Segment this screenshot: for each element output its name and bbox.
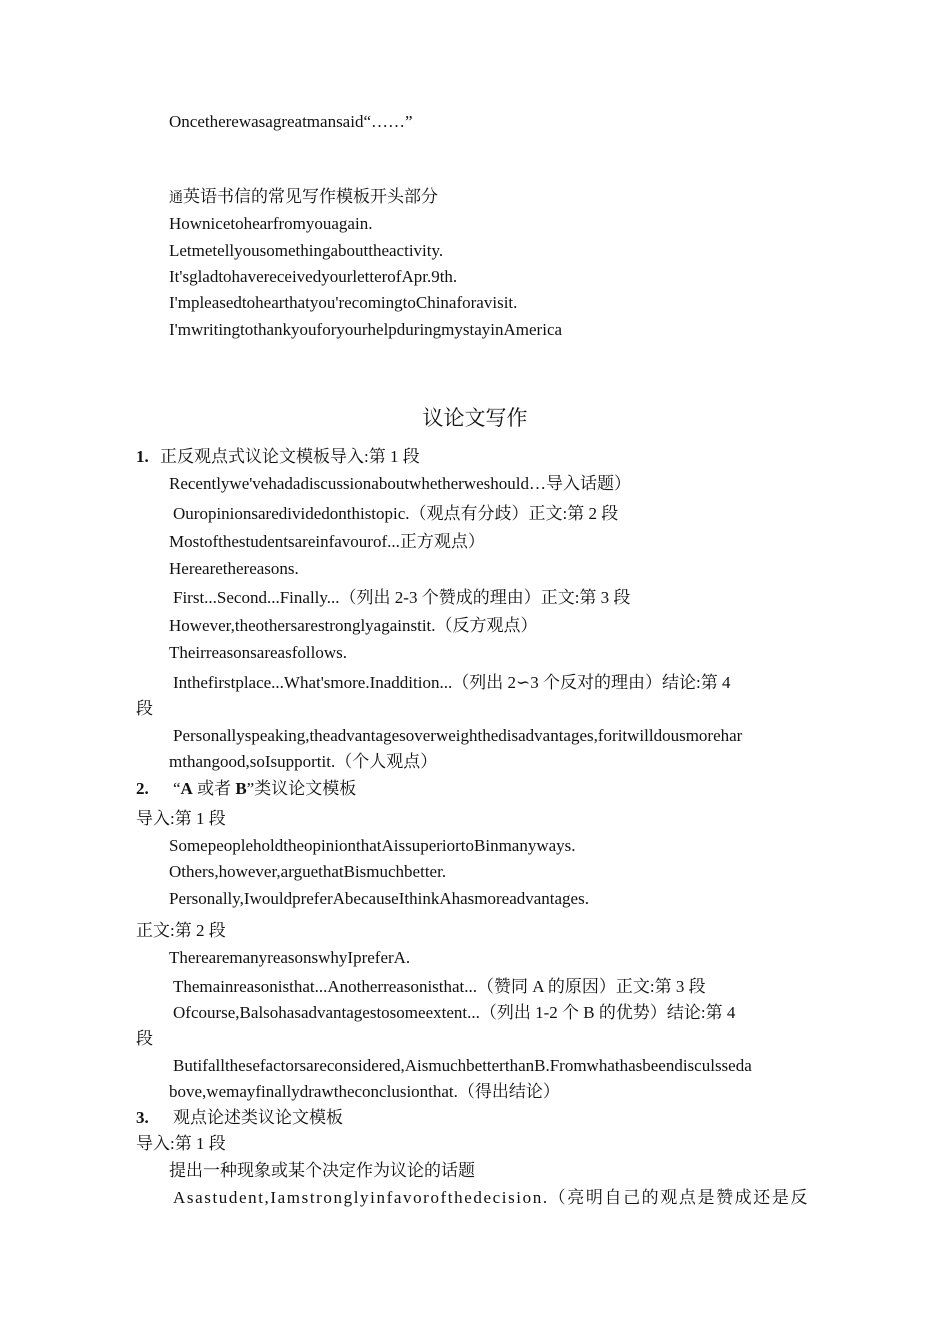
item2-heading-mid: 或者 [192,779,236,798]
item2-line: Personally,IwouldpreferAbecauseIthinkAhasmoreadvantages. [169,889,589,908]
item2-line: TherearemanyreasonswhyIpreferA. [169,948,411,967]
item2-line: 段 [136,1029,153,1048]
item2-heading [136,778,356,800]
item2-line: bove,wemayfinallydrawtheconclusionthat.（得出结论） [169,1082,560,1101]
item2-line: SomepeopleholdtheopinionthatAissuperiortoBinmanyways. [169,836,576,855]
item2-heading-close: ”类议论文模板 [246,779,357,798]
letter-heading-prefix: 通 [169,191,183,206]
item1-line: However,theothersarestronglyagainstit.（反方观点） [169,616,538,635]
letter-line: Hownicetohearfromyouagain. [169,214,373,233]
quote-line: Oncetherewasagreatmansaid“……” [169,112,413,131]
letter-line: Letmetellyousomethingabouttheactivity. [169,241,444,260]
item2-line: Others,however,arguethatBismuchbetter. [169,862,447,881]
item3-line: 提出一种现象或某个决定作为议论的话题 [169,1161,475,1180]
item1-line: First...Second...Finally...（列出 2-3 个赞成的理由）正文:第 3 段 [173,588,631,607]
item1-line: Inthefirstplace...What'smore.Inaddition...（列出 2∽3 个反对的理由）结论:第 4 [173,673,731,692]
item2-heading-a: A [180,779,193,798]
item2-line: 正文:第 2 段 [136,921,226,940]
item3-line: Asastudent,Iamstronglyinfavorofthedecision.（亮明自己的观点是赞成还是反 [173,1188,810,1207]
item1-line: Ouropinionsaredividedonthistopic.（观点有分歧）正文:第 2 段 [173,504,619,523]
letter-line: It'sgladtohavereceivedyourletterofApr.9th. [169,267,458,286]
letter-line: I'mwritingtothankyouforyourhelpduringmystayinAmerica [169,320,563,339]
item2-heading-b: B [235,779,247,798]
letter-heading [169,186,438,210]
item2-line: Butifallthesefactorsareconsidered,AismuchbetterthanB.Fromwhathasbeendisculsseda [173,1056,752,1075]
item1-line: mthangood,soIsupportit.（个人观点） [169,752,438,771]
letter-line: I'mpleasedtohearthatyou'recomingtoChinaforavisit. [169,293,518,312]
item3-heading-text: 观点论述类议论文模板 [173,1108,343,1127]
section-title: 议论文写作 [422,406,528,430]
item2-line: Ofcourse,Balsohasadvantagestosomeextent...（列出 1-2 个 B 的优势）结论:第 4 [173,1003,736,1022]
letter-heading-text: 英语书信的常见写作模板开头部分 [183,187,438,206]
item3-number: 3. [136,1108,149,1127]
item1-line: Theirreasonsareasfollows. [169,643,347,662]
item2-number: 2. [136,779,149,798]
item1-line: Mostofthestudentsareinfavourof...正方观点） [169,532,485,551]
item2-line: 导入:第 1 段 [136,809,226,828]
item1-line: 段 [136,699,153,718]
item3-heading [136,1107,343,1129]
item2-line: Themainreasonisthat...Anotherreasonisthat...（赞同 A 的原因）正文:第 3 段 [173,977,706,996]
item2-heading-open: “ [173,779,181,798]
item1-heading [136,446,420,468]
item1-line: Herearethereasons. [169,559,299,578]
item1-number: 1. [136,447,149,466]
item1-line: Personallyspeaking,theadvantagesoverweighthedisadvantages,foritwilldousmorehar [173,726,743,745]
item1-line: Recentlywe'vehadadiscussionaboutwhetherweshould…导入话题） [169,474,631,493]
item3-line: 导入:第 1 段 [136,1134,226,1153]
item1-heading-text: 正反观点式议论文模板导入:第 1 段 [160,447,420,466]
